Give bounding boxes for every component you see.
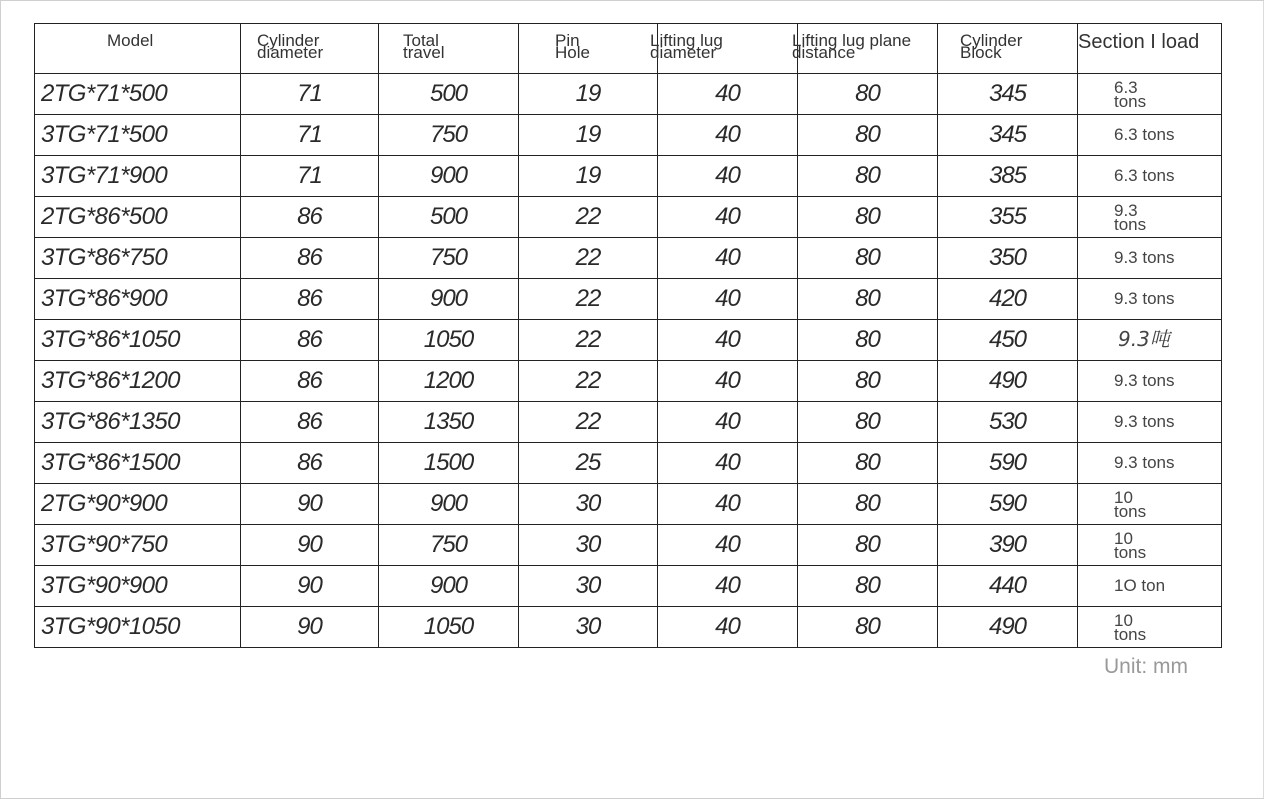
total-travel-cell: 900 — [379, 279, 519, 320]
cylinder-block-cell: 345 — [938, 115, 1078, 156]
section-load-text: 9.3 tons — [1114, 412, 1175, 431]
section-load-cell — [1078, 607, 1222, 648]
model-cell: 3TG*90*1050 — [35, 607, 241, 648]
section-load-text: 9.3 tons — [1114, 453, 1175, 472]
table-row — [35, 607, 1222, 648]
pin-hole-cell: 30 — [519, 484, 658, 525]
cylinder-block-cell: 355 — [938, 197, 1078, 238]
pin-hole-cell: 19 — [519, 156, 658, 197]
cylinder-diameter-cell: 90 — [241, 566, 379, 607]
model-cell: 3TG*86*750 — [35, 238, 241, 279]
section-load-text: 9.3吨 — [1118, 327, 1170, 351]
table-row — [35, 115, 1222, 156]
unit-note: Unit: mm — [1104, 655, 1188, 678]
cylinder-diameter-cell: 86 — [241, 279, 379, 320]
lifting-lug-plane-distance-cell: 80 — [798, 238, 938, 279]
total-travel-cell: 750 — [379, 238, 519, 279]
lifting-lug-plane-distance-cell: 80 — [798, 566, 938, 607]
header-total-travel: Total travel — [379, 24, 519, 74]
table-row — [35, 238, 1222, 279]
table-row — [35, 566, 1222, 607]
lifting-lug-diameter-cell: 40 — [658, 443, 798, 484]
pin-hole-cell: 30 — [519, 525, 658, 566]
lifting-lug-diameter-cell: 40 — [658, 238, 798, 279]
lifting-lug-diameter-cell: 40 — [658, 402, 798, 443]
table-row — [35, 279, 1222, 320]
cylinder-block-cell: 490 — [938, 607, 1078, 648]
header-cylinder-block: Cylinder Block — [938, 24, 1078, 74]
pin-hole-cell: 19 — [519, 115, 658, 156]
cylinder-block-cell: 530 — [938, 402, 1078, 443]
cylinder-block-cell: 420 — [938, 279, 1078, 320]
section-load-cell — [1078, 443, 1222, 484]
lifting-lug-plane-distance-cell: 80 — [798, 607, 938, 648]
total-travel-cell: 900 — [379, 566, 519, 607]
section-load-cell — [1078, 525, 1222, 566]
section-load-text: 10 tons — [1114, 488, 1147, 521]
header-section-load: Section I load — [1078, 24, 1222, 74]
section-load-cell — [1078, 402, 1222, 443]
section-load-cell — [1078, 115, 1222, 156]
section-load-cell — [1078, 279, 1222, 320]
lifting-lug-plane-distance-cell: 80 — [798, 443, 938, 484]
section-load-cell — [1078, 361, 1222, 402]
lifting-lug-diameter-cell: 40 — [658, 279, 798, 320]
model-cell: 2TG*90*900 — [35, 484, 241, 525]
total-travel-cell: 500 — [379, 197, 519, 238]
total-travel-cell: 750 — [379, 525, 519, 566]
table-row — [35, 74, 1222, 115]
cylinder-block-cell: 345 — [938, 74, 1078, 115]
pin-hole-cell: 30 — [519, 607, 658, 648]
model-cell: 3TG*90*900 — [35, 566, 241, 607]
cylinder-block-cell: 590 — [938, 484, 1078, 525]
header-lifting-lug-plane-distance: Lifting lug plane distance — [798, 24, 938, 74]
header-cylinder-diameter: Cylinder diameter — [241, 24, 379, 74]
lifting-lug-diameter-cell: 40 — [658, 607, 798, 648]
header-model: Model — [35, 24, 241, 74]
spec-table — [34, 23, 1222, 648]
section-load-text: 9.3 tons — [1114, 248, 1175, 267]
header-lifting-lug-diameter: Lifting lug diameter — [658, 24, 798, 74]
section-load-text: 1O ton — [1114, 576, 1166, 595]
model-cell: 3TG*86*1200 — [35, 361, 241, 402]
pin-hole-cell: 22 — [519, 197, 658, 238]
pin-hole-cell: 22 — [519, 279, 658, 320]
table-row — [35, 402, 1222, 443]
total-travel-cell: 1500 — [379, 443, 519, 484]
table-body — [35, 74, 1222, 648]
lifting-lug-diameter-cell: 40 — [658, 74, 798, 115]
cylinder-diameter-cell: 86 — [241, 320, 379, 361]
header-pin-hole: Pin Hole — [519, 24, 658, 74]
lifting-lug-diameter-cell: 40 — [658, 115, 798, 156]
pin-hole-cell: 19 — [519, 74, 658, 115]
table-row — [35, 443, 1222, 484]
cylinder-diameter-cell: 71 — [241, 74, 379, 115]
cylinder-block-cell: 390 — [938, 525, 1078, 566]
section-load-cell — [1078, 320, 1222, 361]
lifting-lug-diameter-cell: 40 — [658, 197, 798, 238]
section-load-cell — [1078, 74, 1222, 115]
cylinder-block-cell: 490 — [938, 361, 1078, 402]
model-cell: 3TG*86*1500 — [35, 443, 241, 484]
section-load-cell — [1078, 566, 1222, 607]
lifting-lug-diameter-cell: 40 — [658, 320, 798, 361]
lifting-lug-plane-distance-cell: 80 — [798, 74, 938, 115]
section-load-text: 9.3 tons — [1114, 289, 1175, 308]
total-travel-cell: 1200 — [379, 361, 519, 402]
section-load-cell — [1078, 484, 1222, 525]
pin-hole-cell: 22 — [519, 320, 658, 361]
total-travel-cell: 1050 — [379, 320, 519, 361]
cylinder-diameter-cell: 86 — [241, 361, 379, 402]
section-load-text: 6.3 tons — [1114, 166, 1175, 185]
lifting-lug-plane-distance-cell: 80 — [798, 484, 938, 525]
model-cell: 3TG*86*900 — [35, 279, 241, 320]
section-load-cell — [1078, 156, 1222, 197]
lifting-lug-plane-distance-cell: 80 — [798, 279, 938, 320]
table-row — [35, 320, 1222, 361]
model-cell: 3TG*90*750 — [35, 525, 241, 566]
cylinder-diameter-cell: 90 — [241, 607, 379, 648]
total-travel-cell: 750 — [379, 115, 519, 156]
lifting-lug-plane-distance-cell: 80 — [798, 156, 938, 197]
model-cell: 3TG*86*1050 — [35, 320, 241, 361]
cylinder-diameter-cell: 86 — [241, 197, 379, 238]
lifting-lug-diameter-cell: 40 — [658, 566, 798, 607]
table-row — [35, 484, 1222, 525]
lifting-lug-plane-distance-cell: 80 — [798, 115, 938, 156]
page-frame-corner — [1230, 0, 1264, 20]
cylinder-diameter-cell: 86 — [241, 238, 379, 279]
model-cell: 3TG*86*1350 — [35, 402, 241, 443]
section-load-text: 10 tons — [1114, 611, 1147, 644]
lifting-lug-plane-distance-cell: 80 — [798, 320, 938, 361]
lifting-lug-diameter-cell: 40 — [658, 156, 798, 197]
table-row — [35, 361, 1222, 402]
cylinder-diameter-cell: 86 — [241, 402, 379, 443]
section-load-text: 9.3 tons — [1114, 201, 1147, 234]
table-row — [35, 156, 1222, 197]
cylinder-block-cell: 590 — [938, 443, 1078, 484]
total-travel-cell: 900 — [379, 156, 519, 197]
model-cell: 2TG*86*500 — [35, 197, 241, 238]
pin-hole-cell: 22 — [519, 402, 658, 443]
pin-hole-cell: 25 — [519, 443, 658, 484]
cylinder-block-cell: 440 — [938, 566, 1078, 607]
lifting-lug-plane-distance-cell: 80 — [798, 197, 938, 238]
cylinder-block-cell: 350 — [938, 238, 1078, 279]
lifting-lug-diameter-cell: 40 — [658, 361, 798, 402]
section-load-text: 9.3 tons — [1114, 371, 1175, 390]
cylinder-diameter-cell: 71 — [241, 156, 379, 197]
section-load-text: 6.3 tons — [1114, 78, 1147, 111]
lifting-lug-plane-distance-cell: 80 — [798, 402, 938, 443]
lifting-lug-diameter-cell: 40 — [658, 484, 798, 525]
total-travel-cell: 1350 — [379, 402, 519, 443]
cylinder-block-cell: 385 — [938, 156, 1078, 197]
section-load-cell — [1078, 197, 1222, 238]
total-travel-cell: 500 — [379, 74, 519, 115]
section-load-text: 6.3 tons — [1114, 125, 1175, 144]
model-cell: 2TG*71*500 — [35, 74, 241, 115]
pin-hole-cell: 22 — [519, 238, 658, 279]
cylinder-diameter-cell: 90 — [241, 525, 379, 566]
table-row — [35, 525, 1222, 566]
table-header-row — [35, 24, 1222, 74]
lifting-lug-diameter-cell: 40 — [658, 525, 798, 566]
total-travel-cell: 900 — [379, 484, 519, 525]
pin-hole-cell: 22 — [519, 361, 658, 402]
cylinder-diameter-cell: 86 — [241, 443, 379, 484]
section-load-cell — [1078, 238, 1222, 279]
cylinder-diameter-cell: 71 — [241, 115, 379, 156]
total-travel-cell: 1050 — [379, 607, 519, 648]
model-cell: 3TG*71*500 — [35, 115, 241, 156]
cylinder-block-cell: 450 — [938, 320, 1078, 361]
model-cell: 3TG*71*900 — [35, 156, 241, 197]
cylinder-diameter-cell: 90 — [241, 484, 379, 525]
pin-hole-cell: 30 — [519, 566, 658, 607]
lifting-lug-plane-distance-cell: 80 — [798, 525, 938, 566]
lifting-lug-plane-distance-cell: 80 — [798, 361, 938, 402]
table-row — [35, 197, 1222, 238]
section-load-text: 10 tons — [1114, 529, 1147, 562]
